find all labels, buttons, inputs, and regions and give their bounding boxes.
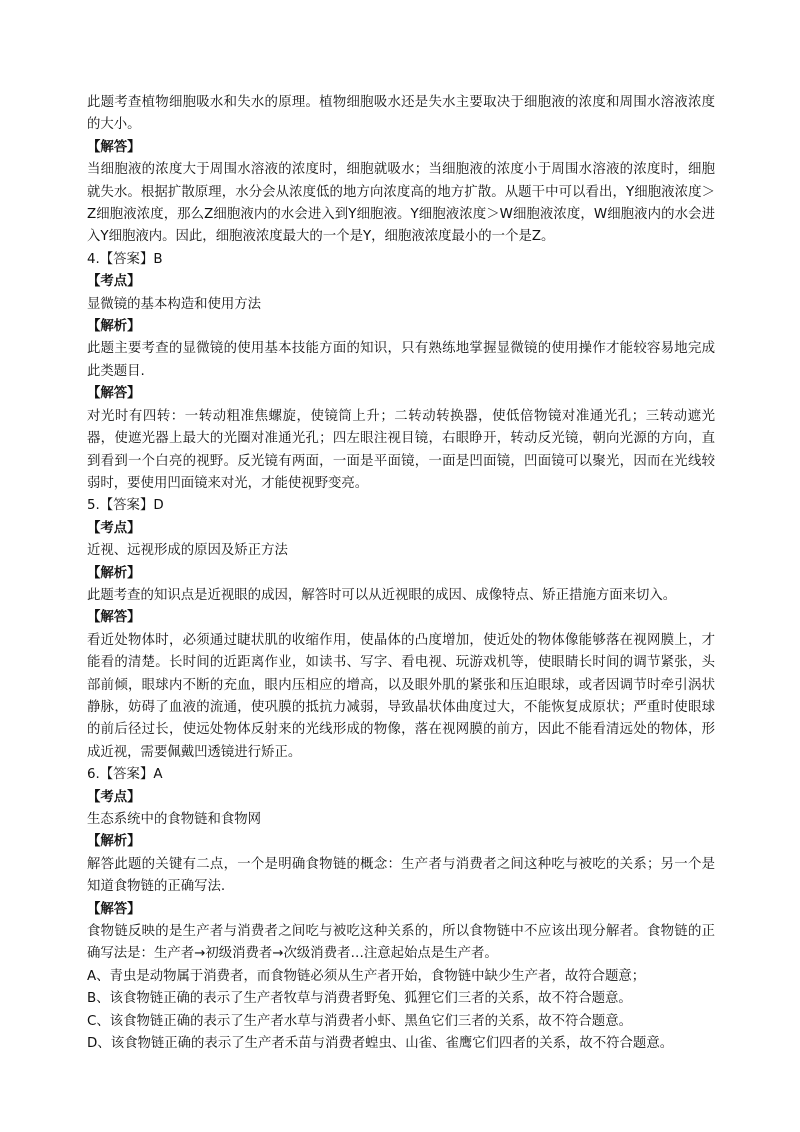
paragraph: 对光时有四转：一转动粗准焦螺旋，使镜筒上升；二转动转换器，使低倍物镜对准通光孔；三转动遮光器，使遮光器上最大的光圈对准通光孔；四左眼注视目镜，右眼睁开，转动反光镜，朝向光源的方向，直到看到一个白亮的视野。反光镜有两面，一面是平面镜，一面是凹面镜，凹面镜可以聚光，因而在光线较弱时，要使用凹面镜来对光，才能使视野变亮。: [87, 408, 715, 491]
section-heading: 【解析】: [87, 319, 141, 335]
answer-line: 5.【答案】D: [87, 498, 164, 514]
section-heading: 【解答】: [87, 901, 141, 917]
paragraph: 此题主要考查的显微镜的使用基本技能方面的知识，只有熟练地掌握显微镜的使用操作才能较容易地完成此类题目.: [87, 341, 715, 379]
section-heading: 【考点】: [87, 789, 141, 805]
paragraph: 近视、远视形成的原因及矫正方法: [87, 543, 288, 559]
paragraph: 看近处物体时，必须通过睫状肌的收缩作用，使晶体的凸度增加，使近处的物体像能够落在视网膜上，才能看的清楚。长时间的近距离作业，如读书、写字、看电视、玩游戏机等，使眼睛长时间的调节紧张，头部前倾，眼球内不断的充血，眼内压相应的增高，以及眼外肌的紧张和压迫眼球，或者因调节时牵引涡状静脉，妨碍了血液的流通，使巩膜的抵抗力减弱，导致晶状体曲度过大，不能恢复成原状；严重时使眼球的前后径过长，使远处物体反射来的光线形成的物像，落在视网膜的前方，因此不能看清远处的物体，形成近视，需要佩戴凹透镜进行矫正。: [87, 632, 715, 760]
paragraph: B、该食物链正确的表示了生产者牧草与消费者野兔、狐狸它们三者的关系，故不符合题意。: [87, 991, 632, 1007]
paragraph: D、该食物链正确的表示了生产者禾苗与消费者蝗虫、山雀、雀鹰它们四者的关系，故不符合题意。: [87, 1036, 674, 1052]
answer-line: 4.【答案】B: [87, 251, 163, 267]
section-heading: 【解答】: [87, 386, 141, 402]
section-heading: 【解答】: [87, 139, 141, 155]
section-heading: 【解答】: [87, 610, 141, 626]
paragraph: 解答此题的关键有二点，一个是明确食物链的概念：生产者与消费者之间这种吃与被吃的关系；另一个是知道食物链的正确写法.: [87, 856, 715, 895]
paragraph: 显微镜的基本构造和使用方法: [87, 296, 262, 312]
section-heading: 【考点】: [87, 520, 141, 536]
section-heading: 【解析】: [87, 565, 141, 581]
paragraph: A、青虫是动物属于消费者，而食物链必须从生产者开始，食物链中缺少生产者，故符合题意；: [87, 968, 646, 984]
section-heading: 【考点】: [87, 274, 141, 290]
paragraph: C、该食物链正确的表示了生产者水草与消费者小虾、黑鱼它们三者的关系，故不符合题意。: [87, 1013, 632, 1029]
section-heading: 【解析】: [87, 834, 141, 850]
paragraph: 此题考查植物细胞吸水和失水的原理。植物细胞吸水还是失水主要取决于细胞液的浓度和周围水溶液浓度的大小。: [87, 95, 715, 133]
paragraph: 当细胞液的浓度大于周围水溶液的浓度时，细胞就吸水；当细胞液的浓度小于周围水溶液的浓度时，细胞就失水。根据扩散原理，水分会从浓度低的地方向浓度高的地方扩散。从题干中可以看出，Y细胞液浓度＞Z细胞液浓度，那么Z细胞液内的水会进入到Y细胞液。Y细胞液浓度＞W细胞液浓度，W细胞液内的水会进入Y细胞液内。因此，细胞液浓度最大的一个是Y，细胞液浓度最小的一个是Z。: [87, 162, 715, 245]
answer-line: 6.【答案】A: [87, 767, 163, 783]
paragraph: 此题考查的知识点是近视眼的成因，解答时可以从近视眼的成因、成像特点、矫正措施方面来切入。: [87, 587, 677, 603]
paragraph: 生态系统中的食物链和食物网: [87, 812, 262, 827]
document-page: [87, 92, 715, 1055]
paragraph: 食物链反映的是生产者与消费者之间吃与被吃这种关系的，所以食物链中不应该出现分解者。食物链的正确写法是：生产者→初级消费者→次级消费者…注意起始点是生产者。: [87, 924, 715, 962]
